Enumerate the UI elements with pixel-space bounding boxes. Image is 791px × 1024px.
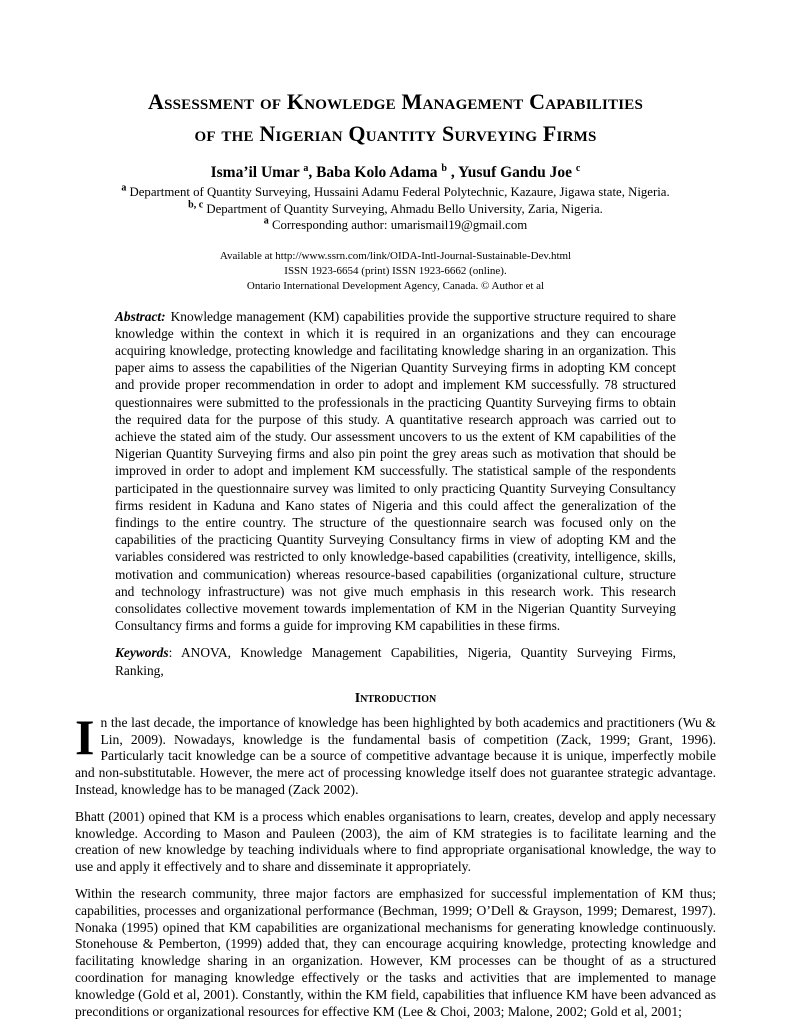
issn-line: ISSN 1923-6654 (print) ISSN 1923-6662 (online).: [284, 264, 507, 277]
author-1-name: Isma’il Umar: [210, 164, 304, 181]
section-heading-introduction: Introduction: [354, 690, 437, 706]
affiliation-2-text: Department of Quantity Surveying, Ahmadu Bello University, Zaria, Nigeria.: [203, 201, 603, 216]
author-2-name: Baba Kolo Adama: [316, 164, 442, 181]
intro-paragraph-1: In the last decade, the importance of knowledge has been highlighted by both academics and practitioners (Wu & Lin, 2009). Nowadays, knowledge is the fundamental basis of competition (Zack, 1999; Grant, 1996). Particularly tacit knowledge can be a source of competitive advantage because it is unique, imperfectly mobile and non-substitutable. However, the mere act of processing knowledge itself does not guarantee strategic advantage. Instead, knowledge has to be managed (Zack 2002).: [75, 708, 716, 797]
affiliation-line-1: [0, 184, 791, 201]
author-1: [211, 164, 316, 181]
affiliation-1-superscript: a: [121, 182, 127, 194]
availability-url-line: Available at http://www.ssrn.com/link/OIDA-Intl-Journal-Sustainable-Dev.html: [219, 249, 572, 262]
affiliation-line-2: [0, 201, 791, 218]
author-3-name: Yusuf Gandu Joe: [458, 164, 576, 181]
availability-block: [0, 249, 791, 294]
keywords-text: : ANOVA, Knowledge Management Capabilities, Nigeria, Quantity Surveying Firms, Ranking,: [115, 645, 676, 678]
keywords-label: Keywords: [115, 645, 169, 661]
author-separator: ,: [446, 164, 459, 181]
corresponding-author-line: [0, 217, 791, 234]
corresponding-author-text: Corresponding author: umarismail19@gmail.com: [268, 218, 528, 232]
abstract-text: Knowledge management (KM) capabilities provide the supportive structure required to share knowledge within the context in which it is required in an organizations and they can encourage acquiring knowledge, protecting knowledge and facilitating knowledge sharing in an organization. This paper aims to assess the capabilities of the Nigerian Quantity Surveying firms in adopting KM concept and provide proper recommendation in order to adopt and implement KM successfully. 78 structured questionnaires were submitted to the professionals in the practicing Quantity Surveying firms to obtain the required data for the purpose of this study. A quantitative research approach was carried out to achieve the stated aim of the study. Our assessment uncovers to us the extent of KM capabilities of the Nigerian Quantity Surveying firms and also pin point the grey areas such as motivation that should be improved in order to adopt and implement KM successfully. The statistical sample of the respondents participated in the questionnaire survey was limited to only practicing Quantity Surveying Consultancy firms resident in Kaduna and Kano states of Nigeria and this could affect the generalization of the findings to the entire country. The structure of the questionnaire search was focused only on the capabilities of the practicing Quantity Surveying Consultancy firms in view of adopting KM and the variables considered was restricted to only knowledge-based capabilities (creativity, intelligence, skills, motivation and communication) whereas resource-based capabilities (organizational culture, structure and technology infrastructure) was not give much emphasis in this research work. This research consolidates collective movement towards implementation of KM in the Nigerian Quantity Surveying Consultancy firms and forms a guide for improving KM capabilities in these firms.: [115, 308, 676, 634]
author-2-superscript: b: [441, 162, 447, 174]
abstract-label: Abstract:: [115, 308, 166, 324]
author-2: [316, 164, 458, 181]
intro-paragraph-3: Within the research community, three major factors are emphasized for successful implementation of KM thus; capabilities, processes and organizational performance (Bechman, 1999; O’Dell & Grayson, 1999; Demarest, 1997). Nonaka (1995) opined that KM capabilities are organizational mechanisms for generating knowledge continuously. Stonehouse & Pemberton, (1999) added that, they can encourage acquiring knowledge, protecting knowledge and facilitating knowledge sharing in an organization. However, KM processes can be thought of as a structured coordination for managing knowledge effectively or the tasks and activities that are implemented to manage knowledge (Gold et al, 2001). Constantly, within the KM field, capabilities that influence KM have been advanced as preconditions or organizational resources for effective KM (Lee & Choi, 2003; Malone, 2002; Gold et al, 2001;: [75, 885, 716, 1019]
paper-title: [0, 86, 791, 150]
abstract-paragraph: [115, 308, 676, 635]
authors-line: [0, 163, 791, 182]
paper-title-line-2: of the Nigerian Quantity Surveying Firms: [194, 121, 597, 146]
paper-title-line-1: Assessment of Knowledge Management Capabilities: [147, 89, 644, 114]
introduction-body: [75, 708, 716, 1021]
author-1-superscript: a: [303, 162, 309, 174]
affiliations-block: [0, 184, 791, 234]
author-3: [458, 164, 580, 181]
author-separator: ,: [308, 164, 317, 181]
corresponding-author-superscript: a: [263, 215, 269, 227]
publisher-copyright-line: Ontario International Development Agency, Canada. © Author et al: [246, 279, 545, 292]
keywords-paragraph: [115, 644, 676, 678]
intro-paragraph-2: Bhatt (2001) opined that KM is a process which enables organisations to learn, creates, develop and apply necessary knowledge. According to Mason and Pauleen (2003), the aim of KM strategies is to facilitate learning and the creation of new knowledge by teaching individuals where to find appropriate organisational knowledge, the way to use and apply it effectively and to share and disseminate it appropriately.: [75, 808, 716, 875]
affiliation-1-text: Department of Quantity Surveying, Hussaini Adamu Federal Polytechnic, Kazaure, Jigawa state, Nigeria.: [126, 185, 670, 199]
affiliation-2-superscript: b, c: [188, 199, 204, 211]
author-3-superscript: c: [575, 162, 581, 174]
